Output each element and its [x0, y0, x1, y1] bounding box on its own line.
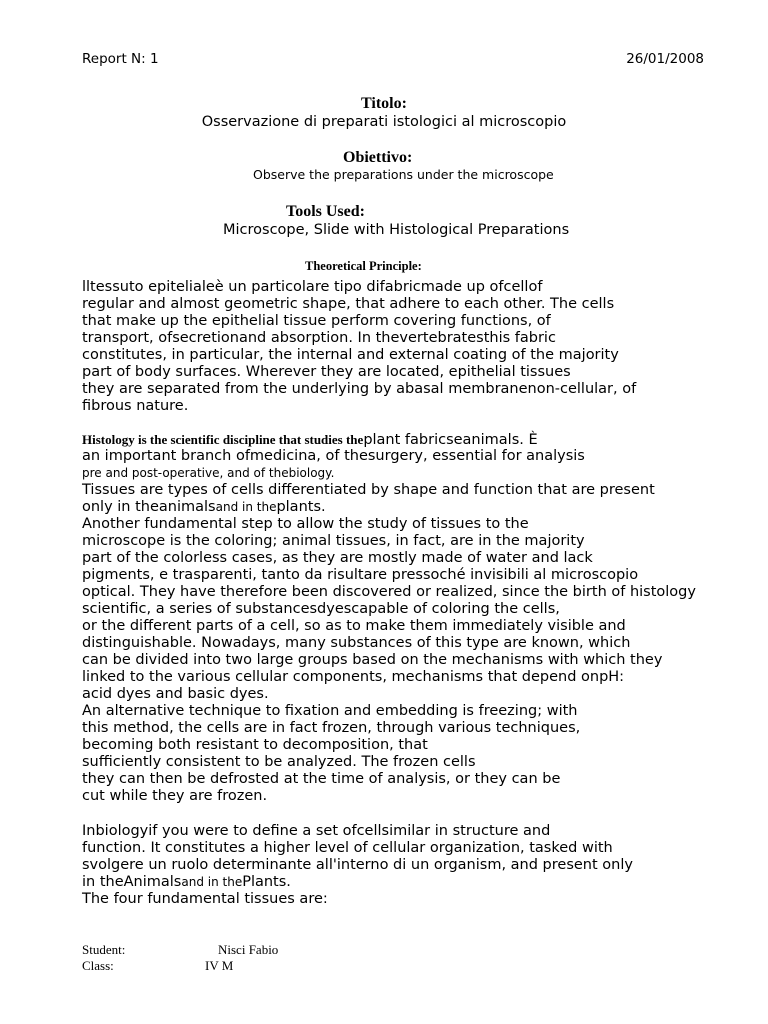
- titolo-text: Osservazione di preparati istologici al microscopio: [201, 114, 567, 130]
- obiettivo-text: Observe the preparations under the microscope: [253, 167, 554, 182]
- text-line: regular and almost geometric shape, that adhere to each other. The cells: [82, 296, 615, 312]
- text-line: they are separated from the underlying by abasal membranenon-cellular, of: [82, 381, 637, 397]
- histology-bold-text: Histology is the scientific discipline that studies the: [82, 432, 364, 447]
- student-name: Nisci Fabio: [218, 942, 279, 957]
- text-line: they can then be defrosted at the time of analysis, or they can be: [82, 771, 561, 787]
- tools-text: Microscope, Slide with Histological Preparations: [223, 222, 570, 238]
- text-line: fibrous nature.: [82, 398, 189, 414]
- text-fragment: and in the: [215, 500, 277, 514]
- paragraph-tissues: [82, 823, 722, 908]
- text-line: transport, ofsecretionand absorption. In thevertebratesthis fabric: [82, 330, 556, 346]
- text-line: constitutes, in particular, the internal and external coating of the majority: [82, 347, 619, 363]
- text-line: that make up the epithelial tissue perform covering functions, of: [82, 313, 551, 329]
- text-line: Inbiologyif you were to define a set ofcellsimilar in structure and: [82, 823, 551, 839]
- text-line: microscope is the coloring; animal tissues, in fact, are in the majority: [82, 533, 585, 549]
- text-line: or the different parts of a cell, so as to make them immediately visible and: [82, 618, 626, 634]
- student-label: Student:: [82, 942, 126, 957]
- text-fragment: only in theanimals: [82, 499, 216, 515]
- text-fragment: Plants.: [242, 874, 291, 890]
- text-fragment: plants.: [276, 499, 326, 515]
- text-fragment: plant fabricseanimals. È: [363, 432, 538, 448]
- text-fragment: in theAnimals: [82, 874, 182, 890]
- report-date: 26/01/2008: [626, 51, 704, 67]
- text-line: pigments, e trasparenti, tanto da risultare pressoché invisibili al microscopio: [82, 567, 639, 583]
- text-line: becoming both resistant to decomposition, that: [82, 737, 428, 753]
- text-line: optical. They have therefore been discovered or realized, since the birth of histology: [82, 584, 696, 600]
- text-line: The four fundamental tissues are:: [82, 891, 328, 907]
- report-number: Report N: 1: [82, 51, 159, 67]
- principle-heading: Theoretical Principle:: [305, 259, 422, 273]
- titolo-heading: Titolo:: [361, 95, 407, 112]
- text-line: this method, the cells are in fact frozen, through various techniques,: [82, 720, 581, 736]
- text-line: linked to the various cellular components, mechanisms that depend onpH:: [82, 669, 625, 685]
- text-line: Another fundamental step to allow the study of tissues to the: [82, 516, 529, 532]
- paragraph-histology: [82, 431, 722, 805]
- class-label: Class:: [82, 958, 114, 973]
- text-line: function. It constitutes a higher level of cellular organization, tasked with: [82, 840, 613, 856]
- obiettivo-heading: Obiettivo:: [343, 149, 413, 166]
- text-line: distinguishable. Nowadays, many substances of this type are known, which: [82, 635, 631, 651]
- text-line: scientific, a series of substancesdyescapable of coloring the cells,: [82, 601, 560, 617]
- text-line: [82, 874, 722, 891]
- text-line: pre and post-operative, and of thebiology.: [82, 466, 335, 480]
- text-line: [82, 499, 722, 516]
- text-line: can be divided into two large groups based on the mechanisms with which they: [82, 652, 663, 668]
- text-line: svolgere un ruolo determinante all'interno di un organism, and present only: [82, 857, 633, 873]
- text-line: part of the colorless cases, as they are mostly made of water and lack: [82, 550, 593, 566]
- text-line: Tissues are types of cells differentiated by shape and function that are present: [82, 482, 655, 498]
- text-line: acid dyes and basic dyes.: [82, 686, 269, 702]
- text-line: an important branch ofmedicina, of thesurgery, essential for analysis: [82, 448, 585, 464]
- class-value: IV M: [205, 958, 234, 973]
- text-line: [82, 431, 722, 448]
- paragraph-epithelium: [82, 279, 722, 415]
- text-line: sufficiently consistent to be analyzed. The frozen cells: [82, 754, 476, 770]
- text-fragment: and in the: [181, 875, 243, 889]
- tools-heading: Tools Used:: [286, 203, 365, 220]
- text-line: An alternative technique to fixation and embedding is freezing; with: [82, 703, 578, 719]
- text-line: part of body surfaces. Wherever they are located, epithelial tissues: [82, 364, 571, 380]
- text-line: cut while they are frozen.: [82, 788, 268, 804]
- text-line: lltessuto epitelialeè un particolare tipo difabricmade up ofcellof: [82, 279, 543, 295]
